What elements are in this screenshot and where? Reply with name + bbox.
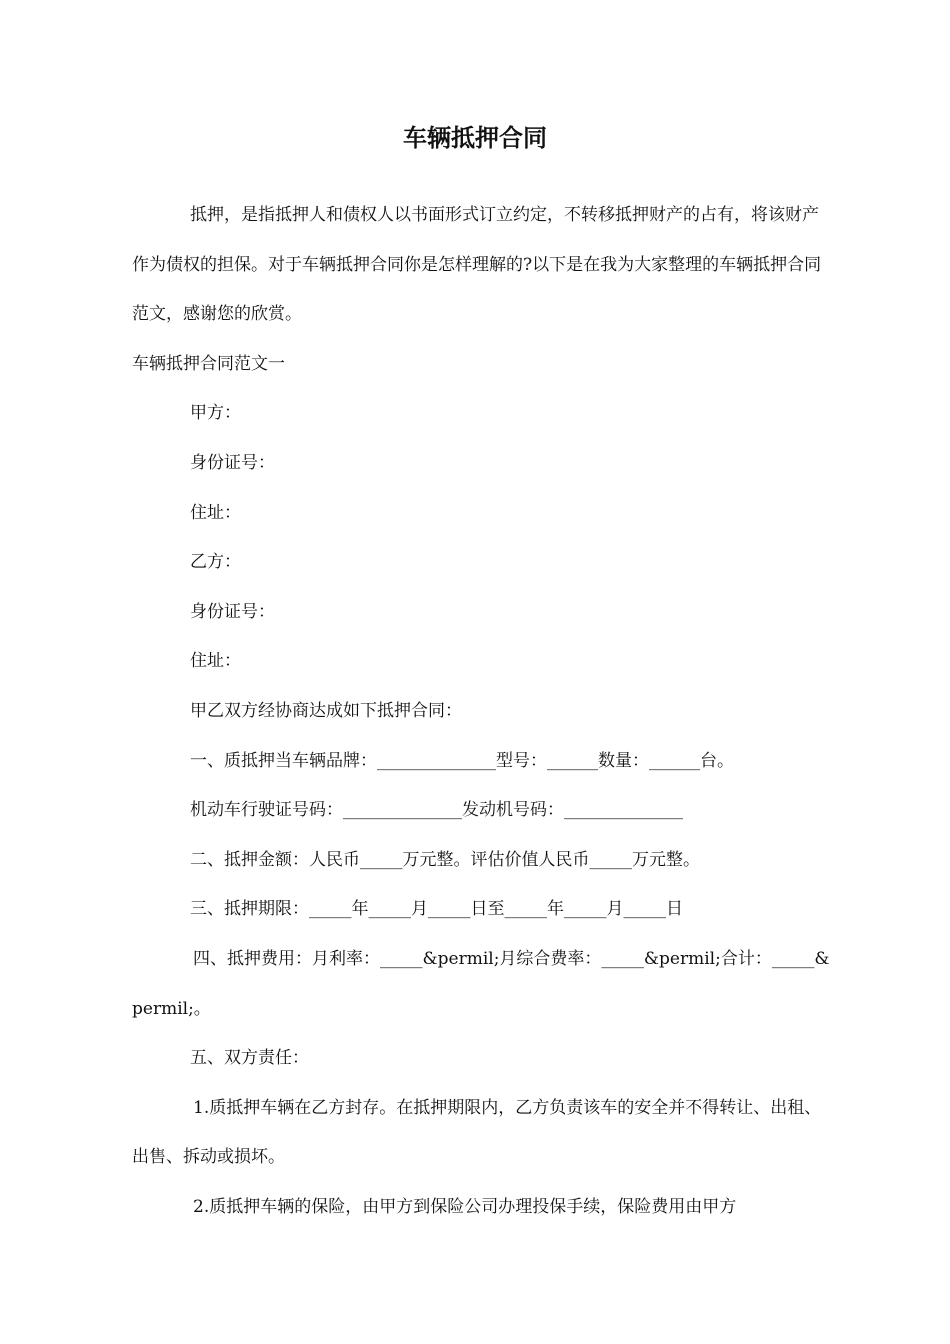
party-a-line: 甲方：	[190, 403, 241, 424]
document-title: 车辆抵押合同	[403, 124, 547, 152]
clause-3-term-line: 三、抵押期限：_____年_____月_____日至_____年_____月_____日	[190, 899, 683, 920]
section-heading: 车辆抵押合同范文一	[132, 353, 285, 374]
party-b-address-line: 住址：	[190, 651, 241, 672]
clause-5-heading: 五、双方责任：	[190, 1048, 309, 1069]
clause-5-1-paragraph: 1.质抵押车辆在乙方封存。在抵押期限内，乙方负责该车的安全并不得转让、出租、出售、拆动或损坏。	[132, 1097, 822, 1168]
clause-2-amount-line: 二、抵押金额：人民币_____万元整。评估价值人民币_____万元整。	[190, 849, 700, 870]
clause-1-license-line: 机动车行驶证号码：______________发动机号码：______________	[190, 800, 683, 821]
document-body	[132, 191, 832, 1232]
clause-4-fee-paragraph: 四、抵押费用：月利率：_____&permil;月综合费率：_____&permil;合计：_____&permil;。	[132, 948, 830, 1019]
party-a-id-line: 身份证号：	[190, 452, 275, 473]
party-b-line: 乙方：	[190, 552, 241, 573]
clause-1-vehicle-line: 一、质抵押当车辆品牌：______________型号：______数量：______台。	[190, 750, 734, 771]
agreement-line: 甲乙双方经协商达成如下抵押合同：	[190, 700, 462, 721]
party-a-address-line: 住址：	[190, 502, 241, 523]
party-b-id-line: 身份证号：	[190, 601, 275, 622]
clause-5-2-paragraph: 2.质抵押车辆的保险，由甲方到保险公司办理投保手续，保险费用由甲方	[193, 1196, 737, 1217]
intro-paragraph: 抵押，是指抵押人和债权人以书面形式订立约定，不转移抵押财产的占有，将该财产作为债权的担保。对于车辆抵押合同你是怎样理解的?以下是在我为大家整理的车辆抵押合同范文，感谢您的欣赏。	[132, 205, 822, 325]
